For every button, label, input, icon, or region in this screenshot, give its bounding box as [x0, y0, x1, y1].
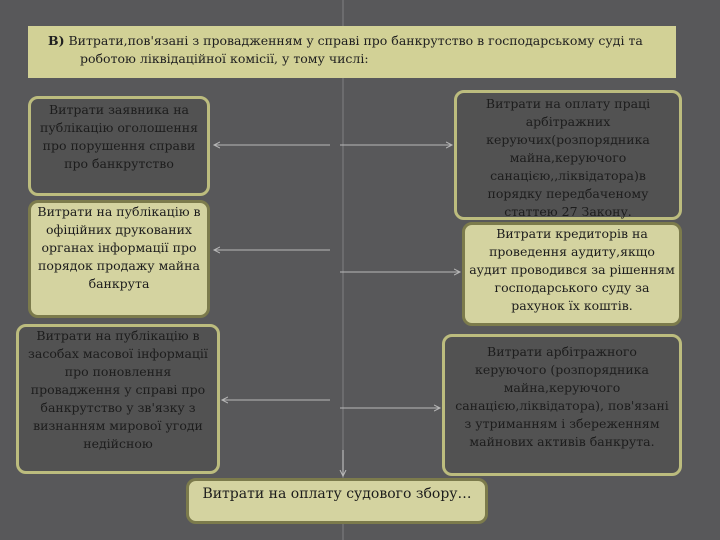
- left-box-mass-media: [16, 324, 220, 474]
- title-line-2: роботою ліквідаційної комісії, у тому числі:: [80, 51, 369, 66]
- left-box-2-text: Витрати на публікацію в офіційних друкованих органах інформації про порядок продажу майна банкрута: [37, 204, 201, 291]
- title-line-1: Витрати,пов'язані з провадженням у справі про банкрутство в господарському суді та: [68, 33, 643, 48]
- left-box-official-publication: [28, 200, 210, 318]
- title-band: [28, 26, 676, 78]
- right-box-audit-costs: [462, 222, 682, 326]
- right-box-asset-maintenance: [442, 334, 682, 476]
- title-lead: В): [48, 33, 65, 48]
- center-box-text: Витрати на оплату судового збору…: [202, 486, 472, 502]
- center-box-court-fee: [186, 478, 488, 524]
- right-box-3-text: Витрати арбітражного керуючого (розпорядника майна,керуючого санацією,ліквідатора), пов'язані з утриманням і збереженням майнових активів банкрута.: [455, 344, 669, 449]
- right-box-arbitration-pay: [454, 90, 682, 220]
- left-box-1-text: Витрати заявника на публікацію оголошення про порушення справи про банкрутство: [40, 102, 198, 171]
- right-box-1-text: Витрати на оплату праці арбітражних керуючих(розпорядника майна,керуючого санацією,,ліквідатора)в порядку передбаченому статтею 27 Закону.: [485, 96, 651, 219]
- right-box-2-text: Витрати кредиторів на проведення аудиту,якщо аудит проводився за рішенням господарського суду за рахунок їх коштів.: [469, 226, 675, 313]
- left-box-publication-notice: [28, 96, 210, 196]
- left-box-3-text: Витрати на публікацію в засобах масової інформації про поновлення провадження у справі про банкрутство у зв'язку з визнанням мирової угоди недійсною: [28, 328, 208, 451]
